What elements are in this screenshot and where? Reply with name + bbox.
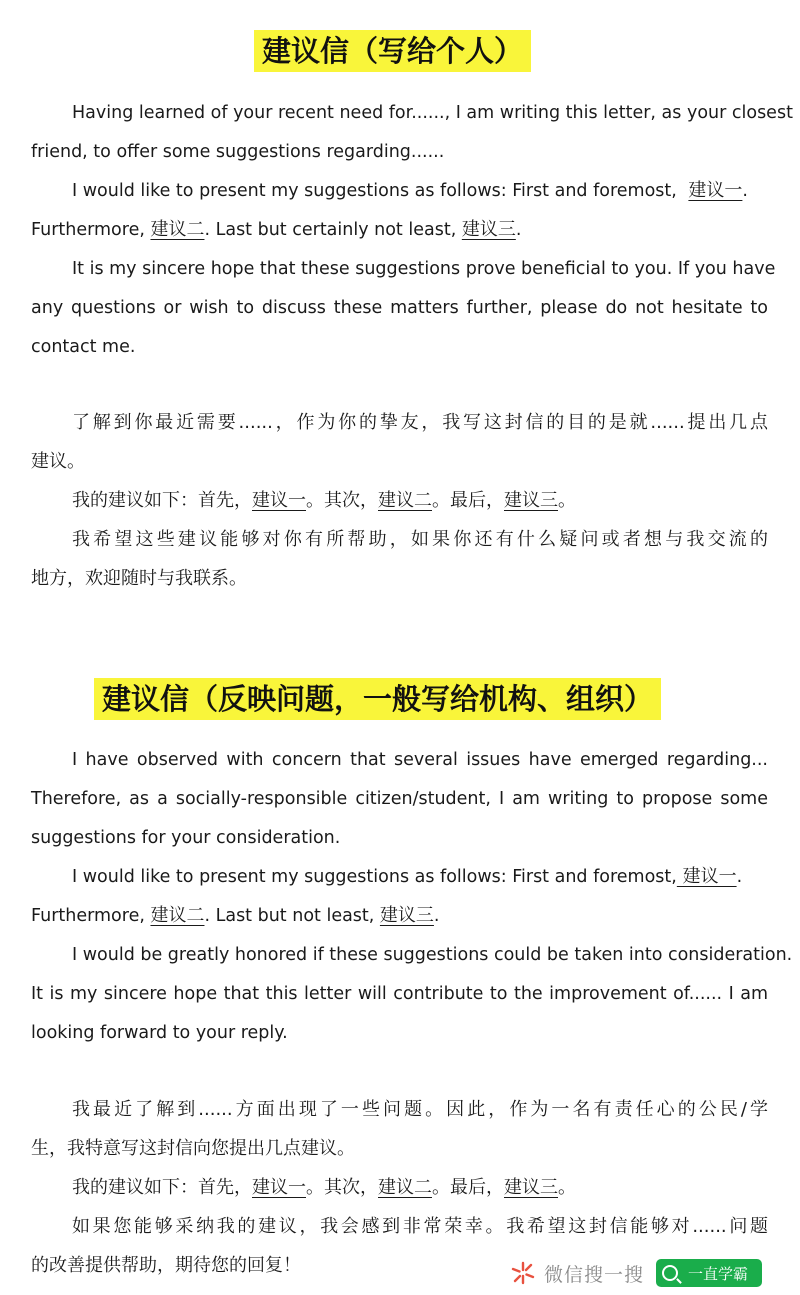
- s2-cn-p2-b: 。其次，: [306, 1177, 378, 1198]
- section1-title: 建议信（写给个人）: [254, 30, 531, 72]
- s1-en-p3-line1: It is my sincere hope that these suggestions prove beneficial to you. If you have: [72, 259, 776, 279]
- suggestion-3: 建议三: [504, 1177, 558, 1198]
- s2-cn-p3-line1: 如果您能够采纳我的建议，我会感到非常荣幸。我希望这封信能够对......问题: [72, 1216, 768, 1237]
- suggestion-1: 建议一: [252, 490, 306, 511]
- s2-cn-p2-c: 。最后，: [432, 1177, 504, 1198]
- s2-en-p2-text2: Furthermore,: [31, 906, 151, 926]
- s1-cn-p2-d: 。: [558, 490, 576, 511]
- account-name: 一直学霸: [688, 1264, 749, 1283]
- s1-cn-p3-line1: 我希望这些建议能够对你有所帮助，如果你还有什么疑问或者想与我交流的: [72, 529, 768, 550]
- s1-en-p2-text2: Furthermore,: [31, 220, 151, 240]
- suggestion-2: 建议二: [150, 219, 205, 240]
- s1-en-p2-line2: [31, 219, 521, 241]
- s2-en-p1-line2: Therefore, as a socially-responsible citizen/student, I am writing to propose some: [31, 789, 768, 809]
- s2-cn-p1-line2: 生，我特意写这封信向您提出几点建议。: [31, 1138, 355, 1159]
- period: .: [515, 220, 522, 240]
- s1-en-p2-line1: [72, 180, 748, 202]
- period: .: [433, 906, 440, 926]
- s1-en-p1-line1: Having learned of your recent need for......, I am writing this letter, as your closest: [72, 103, 793, 123]
- section2-title: 建议信（反映问题，一般写给机构、组织）: [94, 678, 661, 720]
- wechat-search-logo-icon: [510, 1260, 536, 1286]
- s2-cn-p2-d: 。: [558, 1177, 576, 1198]
- wechat-search-label: 微信搜一搜: [544, 1263, 645, 1286]
- s2-en-p2-line1: [72, 866, 742, 888]
- s1-cn-p1-line2: 建议。: [31, 451, 85, 472]
- s2-cn-p1-line1: 我最近了解到......方面出现了一些问题。因此，作为一名有责任心的公民/学: [72, 1099, 768, 1120]
- s1-cn-p2-c: 。最后，: [432, 490, 504, 511]
- period: .: [736, 867, 743, 887]
- s2-cn-p3-line2: 的改善提供帮助，期待您的回复！: [31, 1255, 301, 1276]
- suggestion-1: 建议一: [676, 866, 737, 887]
- s2-en-p3-line1: I would be greatly honored if these suggestions could be taken into consideration.: [72, 945, 793, 965]
- search-icon: [662, 1265, 678, 1281]
- s2-en-p1-line3: suggestions for your consideration.: [31, 828, 341, 848]
- s2-en-p1-line1: I have observed with concern that several issues have emerged regarding...: [72, 750, 768, 770]
- s2-en-p2-line2: [31, 905, 440, 927]
- suggestion-3: 建议三: [504, 490, 558, 511]
- suggestion-1: 建议一: [688, 180, 743, 201]
- s2-en-p2-text: I would like to present my suggestions as follows: First and foremost,: [72, 867, 677, 887]
- s1-cn-p2-a: 我的建议如下：首先，: [72, 490, 252, 511]
- s1-cn-p3-line2: 地方，欢迎随时与我联系。: [31, 568, 247, 589]
- s1-en-p3-line2: any questions or wish to discuss these matters further, please do not hesitate to: [31, 298, 768, 318]
- account-search-badge[interactable]: [656, 1259, 762, 1287]
- s2-en-p3-line3: looking forward to your reply.: [31, 1023, 288, 1043]
- suggestion-1: 建议一: [252, 1177, 306, 1198]
- s1-cn-p1-line1: 了解到你最近需要......，作为你的挚友，我写这封信的目的是就......提出几点: [72, 412, 768, 433]
- s1-en-p1-line2: friend, to offer some suggestions regarding......: [31, 142, 445, 162]
- s1-en-p2-text3: . Last but certainly not least,: [204, 220, 462, 240]
- suggestion-2: 建议二: [378, 1177, 432, 1198]
- s1-cn-p2-b: 。其次，: [306, 490, 378, 511]
- s1-cn-p2: [72, 490, 576, 512]
- suggestion-3: 建议三: [461, 219, 516, 240]
- s2-cn-p2: [72, 1177, 576, 1199]
- s2-en-p3-line2: It is my sincere hope that this letter will contribute to the improvement of...... I am: [31, 984, 768, 1004]
- suggestion-3: 建议三: [379, 905, 434, 926]
- period: .: [742, 181, 748, 201]
- s2-cn-p2-a: 我的建议如下：首先，: [72, 1177, 252, 1198]
- s1-en-p3-line3: contact me.: [31, 337, 136, 357]
- suggestion-2: 建议二: [150, 905, 205, 926]
- wechat-search-watermark[interactable]: [502, 1255, 800, 1291]
- suggestion-2: 建议二: [378, 490, 432, 511]
- s1-en-p2-text: I would like to present my suggestions as follows: First and foremost,: [72, 181, 683, 201]
- s2-en-p2-text3: . Last but not least,: [204, 906, 380, 926]
